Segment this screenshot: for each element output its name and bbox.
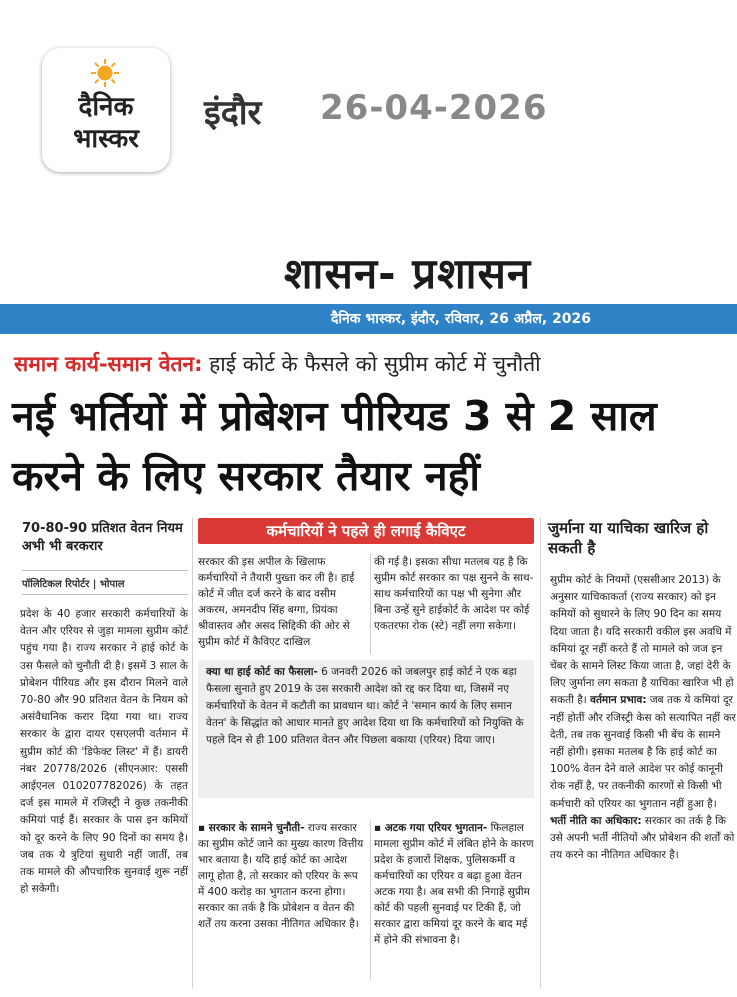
byline: पॉलिटिकल रिपोर्टर | भोपाल: [22, 579, 125, 590]
current-impact-lead: वर्तमान प्रभाव:: [590, 694, 647, 707]
city-name: इंदौर: [204, 93, 262, 133]
logo-line-1: दैनिक: [78, 92, 134, 122]
right-para-1: सुप्रीम कोर्ट के नियमों (एससीआर 2013) के अनुसार याचिकाकर्ता (राज्य सरकार) को इन कमियों को सुधारने के लिए 90 दिन का समय दिया जाता है। यदि सरकारी वकील इस अवधि में कमियां दूर नहीं करते हैं तो मामले को जज इन चेंबर के सामने लिस्ट किया जाता है, जहां देरी के लिए जुर्माना लग सकता है याचिका खारिज भी हो सकती है।: [550, 574, 734, 707]
current-impact-body: जब तक ये कमियां दूर नहीं होतीं और रजिस्ट्री केस को सत्यापित नहीं कर देती, तब तक सुनवाई किसी भी बेंच के सामने नहीं होगी। इसका मतलब है कि हाई कोर्ट का 100% वेतन देने वाले आदेश पर कोई कानूनी रोक नहीं है, पर तकनीकी कारणों से किसी भी कर्मचारी को एरियर का भुगतान नहीं हुआ है।: [550, 694, 736, 810]
right-column-body: [550, 572, 736, 864]
column-divider: [370, 554, 371, 654]
govt-challenge-lead: ▪ सरकार के सामने चुनौती-: [198, 822, 305, 834]
kicker: समान कार्य-समान वेतन:: [14, 352, 203, 376]
section-title: शासन- प्रशासन: [284, 249, 532, 298]
divider: [22, 570, 188, 571]
right-column-heading: जुर्माना या याचिका खारिज हो सकती है: [548, 519, 709, 557]
column-divider: [370, 820, 371, 980]
govt-challenge-body: राज्य सरकार का सुप्रीम कोर्ट जाने का मुख्य कारण वित्तीय भार बताया है। यदि हाई कोर्ट का आदेश लागू होता है, तो सरकार को एरियर के रूप में 400 करोड़ का भुगतान करना होगा। सरकार का तर्क है कि प्रोबेशन व वेतन की शर्तें तय करना उसका नीतिगत अधिकार है।: [198, 822, 364, 930]
caveat-text-col2: की गई है। इसका सीधा मतलब यह है कि सुप्रीम कोर्ट सरकार का पक्ष सुनने के साथ-साथ कर्मचारियों का पक्ष भी सुनेगा और बिना उन्हें सुने हाईकोर्ट के आदेश पर कोई एकतरफा रोक (स्टे) नहीं लगा सकेगा।: [374, 556, 534, 632]
verdict-lead: क्या था हाई कोर्ट का फैसला-: [206, 666, 318, 678]
main-headline: नई भर्तियों में प्रोबेशन पीरियड 3 से 2 साल करने के लिए सरकार तैयार नहीं: [12, 392, 657, 500]
subheadline: [14, 350, 541, 378]
arrears-stuck-section: [374, 820, 534, 948]
caveat-text-col1: सरकार की इस अपील के खिलाफ कर्मचारियों ने तैयारी पुख्ता कर ली है। हाई कोर्ट में जीत दर्ज करने के बाद वसीम अकरम, अमनदीप सिंह बग्गा, प्रियंका श्रीवास्तव और असद सिद्दिकी की ओर से सुप्रीम कोर्ट में कैविएट दाखिल: [198, 556, 355, 648]
dainik-bhaskar-logo: [42, 48, 170, 172]
arrears-lead: ▪ अटक गया एरियर भुगतान-: [374, 822, 488, 834]
divider: [22, 594, 188, 595]
recruitment-policy-lead: भर्ती नीति का अधिकार:: [550, 814, 642, 827]
edition-date: 26-04-2026: [320, 88, 548, 128]
sun-icon: [90, 58, 120, 88]
column-divider: [192, 518, 193, 988]
govt-challenge-section: [198, 820, 366, 932]
subheadline-text: हाई कोर्ट के फैसले को सुप्रीम कोर्ट में चुनौती: [202, 352, 541, 376]
column-divider: [540, 518, 541, 988]
recruitment-policy-body: सरकार का तर्क है कि उसे अपनी भर्ती नीतियों और प्रोबेशन की शर्तों को तय करने का नीतिगत अधिकार है।: [550, 814, 735, 862]
verdict-text: [206, 664, 528, 749]
caveat-heading-box: कर्मचारियों ने पहले ही लगाई कैविएट: [198, 518, 534, 544]
left-column-heading: 70-80-90 प्रतिशत वेतन नियम अभी भी बरकरार: [22, 521, 183, 554]
logo-line-2: भास्कर: [73, 124, 139, 154]
band-dateline: दैनिक भास्कर, इंदौर, रविवार, 26 अप्रैल, 2026: [330, 311, 591, 327]
arrears-body: फिलहाल मामला सुप्रीम कोर्ट में लंबित होने के कारण प्रदेश के हजारों शिक्षक, पुलिसकर्मी व कर्मचारियों का एरियर व बढ़ा हुआ वेतन अटक गया है। अब सभी की निगाहें सुप्रीम कोर्ट की पहली सुनवाई पर टिकी हैं, जो सरकार द्वारा कमियां दूर करने के बाद मई में होने की संभावना है।: [374, 822, 534, 946]
verdict-body: 6 जनवरी 2026 को जबलपुर हाई कोर्ट ने एक बड़ा फैसला सुनाते हुए 2019 के उस सरकारी आदेश को रद्द कर दिया था, जिसमें नए कर्मचारियों के वेतन में कटौती का प्रावधान था। कोर्ट ने 'समान कार्य के लिए समान वेतन' के सिद्धांत को आधार मानते हुए आदेश दिया था कि कर्मचारियों को नियुक्ति के पहले दिन से ही 100 प्रतिशत वेतन और पिछला बकाया (एरियर) दिया जाए।: [206, 666, 524, 746]
section-band: [0, 304, 737, 334]
high-court-verdict-box: [198, 660, 534, 798]
left-column-body: प्रदेश के 40 हजार सरकारी कर्मचारियों के वेतन और एरियर से जुड़ा मामला सुप्रीम कोर्ट पहुंच गया है। राज्य सरकार ने हाई कोर्ट के उस फैसले को चुनौती दी है। इसमें 3 साल के प्रोबेशन पीरियड और इस दौरान मिलने वाले 70-80 और 90 प्रतिशत वेतन के नियम को असंवैधानिक करार दिया गया था। राज्य सरकार के द्वारा दायर एसएलपी वर्तमान में सुप्रीम कोर्ट की 'डिफेक्ट लिस्ट' में हैं। डायरी नंबर 20778/2026 (सीएनआर: एससी आईएनल 010207782026) के तहत दर्ज इस मामले में रजिस्ट्री ने कुछ तकनीकी कमियां पाई हैं। सरकार के पास इन कमियों को दूर करने के लिए 90 दिनों का समय है। जब तक ये त्रुटियां सुधारी नहीं जातीं, तब तक मामले की औपचारिक सुनवाई शुरू नहीं हो सकेगी।: [20, 608, 188, 896]
